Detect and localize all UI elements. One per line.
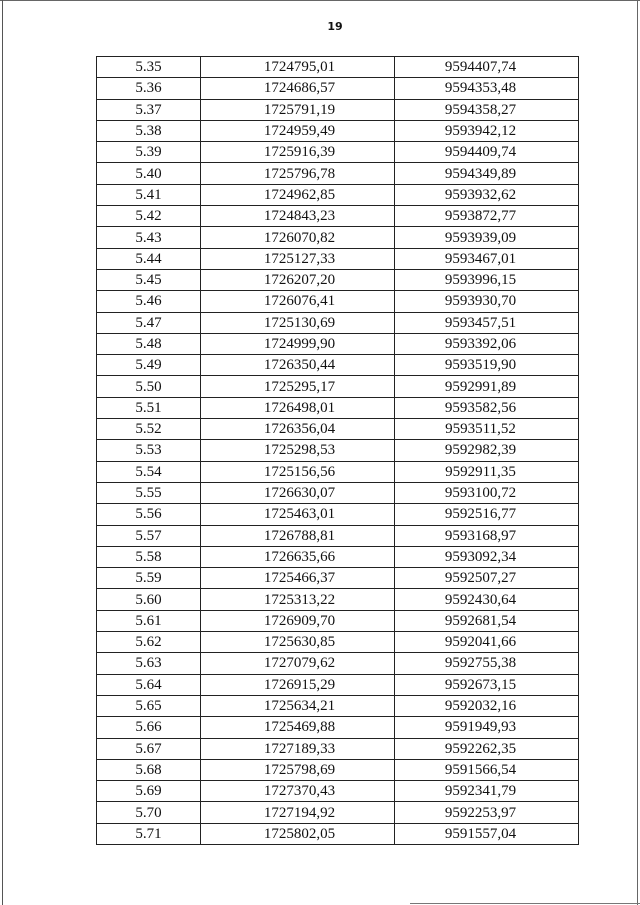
table-row	[97, 333, 579, 354]
y-coordinate-cell: 9592262,35	[395, 738, 579, 759]
x-coordinate-cell: 1726635,66	[201, 546, 395, 567]
x-coordinate-cell: 1727079,62	[201, 653, 395, 674]
coordinates-table-body	[97, 57, 579, 845]
x-coordinate-cell: 1724843,23	[201, 206, 395, 227]
x-coordinate-cell: 1725802,05	[201, 823, 395, 844]
x-coordinate-cell: 1725313,22	[201, 589, 395, 610]
table-row	[97, 248, 579, 269]
y-coordinate-cell: 9594358,27	[395, 99, 579, 120]
table-row	[97, 184, 579, 205]
table-row	[97, 99, 579, 120]
point-number-cell: 5.65	[97, 695, 201, 716]
y-coordinate-cell: 9591557,04	[395, 823, 579, 844]
x-coordinate-cell: 1725463,01	[201, 504, 395, 525]
point-number-cell: 5.54	[97, 461, 201, 482]
table-row	[97, 227, 579, 248]
x-coordinate-cell: 1726915,29	[201, 674, 395, 695]
y-coordinate-cell: 9592032,16	[395, 695, 579, 716]
table-row	[97, 759, 579, 780]
point-number-cell: 5.56	[97, 504, 201, 525]
x-coordinate-cell: 1724686,57	[201, 78, 395, 99]
point-number-cell: 5.55	[97, 482, 201, 503]
x-coordinate-cell: 1727189,33	[201, 738, 395, 759]
point-number-cell: 5.43	[97, 227, 201, 248]
y-coordinate-cell: 9593996,15	[395, 269, 579, 290]
y-coordinate-cell: 9593392,06	[395, 333, 579, 354]
x-coordinate-cell: 1725916,39	[201, 142, 395, 163]
scan-edge-top	[0, 0, 640, 1]
point-number-cell: 5.42	[97, 206, 201, 227]
point-number-cell: 5.50	[97, 376, 201, 397]
table-row	[97, 206, 579, 227]
point-number-cell: 5.51	[97, 397, 201, 418]
point-number-cell: 5.45	[97, 269, 201, 290]
y-coordinate-cell: 9593100,72	[395, 482, 579, 503]
y-coordinate-cell: 9594349,89	[395, 163, 579, 184]
point-number-cell: 5.70	[97, 802, 201, 823]
table-row	[97, 653, 579, 674]
table-row	[97, 823, 579, 844]
table-row	[97, 717, 579, 738]
x-coordinate-cell: 1725156,56	[201, 461, 395, 482]
table-row	[97, 504, 579, 525]
scan-edge-right	[637, 0, 638, 905]
x-coordinate-cell: 1725630,85	[201, 632, 395, 653]
table-row	[97, 163, 579, 184]
y-coordinate-cell: 9594409,74	[395, 142, 579, 163]
table-row	[97, 738, 579, 759]
y-coordinate-cell: 9593092,34	[395, 546, 579, 567]
table-row	[97, 589, 579, 610]
table-row	[97, 461, 579, 482]
y-coordinate-cell: 9593467,01	[395, 248, 579, 269]
table-row	[97, 269, 579, 290]
y-coordinate-cell: 9593939,09	[395, 227, 579, 248]
y-coordinate-cell: 9593942,12	[395, 120, 579, 141]
table-row	[97, 695, 579, 716]
point-number-cell: 5.36	[97, 78, 201, 99]
x-coordinate-cell: 1725127,33	[201, 248, 395, 269]
point-number-cell: 5.44	[97, 248, 201, 269]
table-row	[97, 57, 579, 78]
table-row	[97, 781, 579, 802]
x-coordinate-cell: 1726350,44	[201, 355, 395, 376]
point-number-cell: 5.69	[97, 781, 201, 802]
x-coordinate-cell: 1725796,78	[201, 163, 395, 184]
point-number-cell: 5.52	[97, 419, 201, 440]
point-number-cell: 5.60	[97, 589, 201, 610]
point-number-cell: 5.53	[97, 440, 201, 461]
x-coordinate-cell: 1726788,81	[201, 525, 395, 546]
y-coordinate-cell: 9592341,79	[395, 781, 579, 802]
point-number-cell: 5.58	[97, 546, 201, 567]
table-row	[97, 610, 579, 631]
scan-edge-bottom	[410, 903, 640, 904]
x-coordinate-cell: 1724959,49	[201, 120, 395, 141]
x-coordinate-cell: 1724999,90	[201, 333, 395, 354]
x-coordinate-cell: 1726356,04	[201, 419, 395, 440]
point-number-cell: 5.59	[97, 568, 201, 589]
point-number-cell: 5.66	[97, 717, 201, 738]
point-number-cell: 5.61	[97, 610, 201, 631]
x-coordinate-cell: 1725298,53	[201, 440, 395, 461]
table-row	[97, 312, 579, 333]
y-coordinate-cell: 9594407,74	[395, 57, 579, 78]
table-row	[97, 291, 579, 312]
point-number-cell: 5.49	[97, 355, 201, 376]
x-coordinate-cell: 1727194,92	[201, 802, 395, 823]
table-row	[97, 440, 579, 461]
x-coordinate-cell: 1727370,43	[201, 781, 395, 802]
point-number-cell: 5.37	[97, 99, 201, 120]
table-row	[97, 78, 579, 99]
table-row	[97, 120, 579, 141]
y-coordinate-cell: 9592507,27	[395, 568, 579, 589]
point-number-cell: 5.39	[97, 142, 201, 163]
point-number-cell: 5.40	[97, 163, 201, 184]
table-row	[97, 674, 579, 695]
table-row	[97, 632, 579, 653]
point-number-cell: 5.57	[97, 525, 201, 546]
y-coordinate-cell: 9592041,66	[395, 632, 579, 653]
y-coordinate-cell: 9593872,77	[395, 206, 579, 227]
y-coordinate-cell: 9592673,15	[395, 674, 579, 695]
y-coordinate-cell: 9592253,97	[395, 802, 579, 823]
point-number-cell: 5.47	[97, 312, 201, 333]
x-coordinate-cell: 1726909,70	[201, 610, 395, 631]
y-coordinate-cell: 9591949,93	[395, 717, 579, 738]
table-row	[97, 546, 579, 567]
y-coordinate-cell: 9593582,56	[395, 397, 579, 418]
point-number-cell: 5.35	[97, 57, 201, 78]
point-number-cell: 5.67	[97, 738, 201, 759]
y-coordinate-cell: 9593932,62	[395, 184, 579, 205]
point-number-cell: 5.48	[97, 333, 201, 354]
y-coordinate-cell: 9592911,35	[395, 461, 579, 482]
y-coordinate-cell: 9592755,38	[395, 653, 579, 674]
table-row	[97, 419, 579, 440]
point-number-cell: 5.38	[97, 120, 201, 141]
table-row	[97, 397, 579, 418]
y-coordinate-cell: 9593930,70	[395, 291, 579, 312]
point-number-cell: 5.71	[97, 823, 201, 844]
point-number-cell: 5.46	[97, 291, 201, 312]
page-number: 19	[327, 20, 343, 33]
table-row	[97, 482, 579, 503]
coordinates-table	[96, 56, 579, 845]
table-row	[97, 355, 579, 376]
x-coordinate-cell: 1725295,17	[201, 376, 395, 397]
x-coordinate-cell: 1725466,37	[201, 568, 395, 589]
table-row	[97, 525, 579, 546]
x-coordinate-cell: 1725634,21	[201, 695, 395, 716]
x-coordinate-cell: 1726498,01	[201, 397, 395, 418]
scan-edge-left	[2, 0, 3, 905]
x-coordinate-cell: 1725469,88	[201, 717, 395, 738]
x-coordinate-cell: 1725791,19	[201, 99, 395, 120]
x-coordinate-cell: 1726630,07	[201, 482, 395, 503]
point-number-cell: 5.68	[97, 759, 201, 780]
x-coordinate-cell: 1724795,01	[201, 57, 395, 78]
point-number-cell: 5.41	[97, 184, 201, 205]
y-coordinate-cell: 9593457,51	[395, 312, 579, 333]
y-coordinate-cell: 9593511,52	[395, 419, 579, 440]
x-coordinate-cell: 1726076,41	[201, 291, 395, 312]
y-coordinate-cell: 9592430,64	[395, 589, 579, 610]
y-coordinate-cell: 9592516,77	[395, 504, 579, 525]
table-row	[97, 376, 579, 397]
y-coordinate-cell: 9593168,97	[395, 525, 579, 546]
point-number-cell: 5.63	[97, 653, 201, 674]
x-coordinate-cell: 1725798,69	[201, 759, 395, 780]
x-coordinate-cell: 1726070,82	[201, 227, 395, 248]
y-coordinate-cell: 9593519,90	[395, 355, 579, 376]
y-coordinate-cell: 9594353,48	[395, 78, 579, 99]
y-coordinate-cell: 9592982,39	[395, 440, 579, 461]
y-coordinate-cell: 9591566,54	[395, 759, 579, 780]
table-row	[97, 568, 579, 589]
point-number-cell: 5.64	[97, 674, 201, 695]
x-coordinate-cell: 1724962,85	[201, 184, 395, 205]
point-number-cell: 5.62	[97, 632, 201, 653]
y-coordinate-cell: 9592681,54	[395, 610, 579, 631]
y-coordinate-cell: 9592991,89	[395, 376, 579, 397]
table-row	[97, 802, 579, 823]
x-coordinate-cell: 1726207,20	[201, 269, 395, 290]
table-row	[97, 142, 579, 163]
x-coordinate-cell: 1725130,69	[201, 312, 395, 333]
